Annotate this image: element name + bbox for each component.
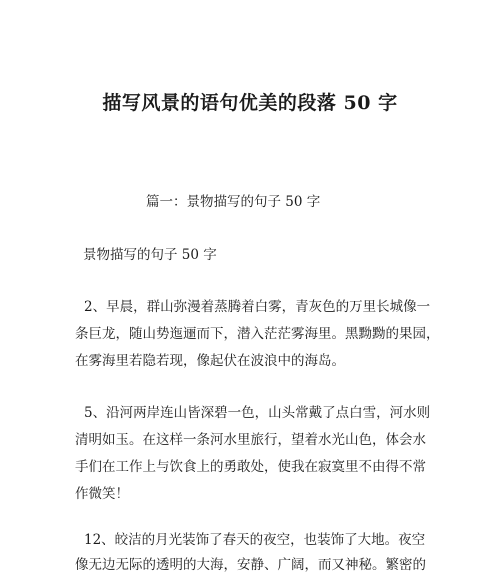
- paragraph-line: 2、早晨，群山弥漫着蒸腾着白雾，青灰色的万里长城像一: [84, 299, 431, 315]
- paragraph-line: 条巨龙，随山势迤逦而下，潜入茫茫雾海里。黑黝黝的果园，: [75, 326, 440, 342]
- paragraph-line: 清明如玉。在这样一条河水里旅行，望着水光山色，体会水: [75, 432, 426, 448]
- paragraph-line: 12、皎洁的月光装饰了春天的夜空，也装饰了大地。夜空: [84, 532, 426, 548]
- paragraph-line: 作微笑！: [75, 486, 129, 502]
- paragraph-line: 5、沿河两岸连山皆深碧一色，山头常戴了点白雪，河水则: [84, 405, 431, 421]
- paragraph-line: 手们在工作上与饮食上的勇敢处，使我在寂寞里不由得不常: [75, 459, 426, 475]
- paragraph-line: 在雾海里若隐若现，像起伏在波浪中的海岛。: [75, 353, 345, 369]
- paragraph-line: 像无边无际的透明的大海，安静、广阔，而又神秘。繁密的: [75, 557, 426, 573]
- section-heading: 景物描写的句子 50 字: [83, 247, 217, 263]
- document-title: 描写风景的语句优美的段落 50 字: [102, 92, 398, 114]
- document-subtitle: 篇一：景物描写的句子 50 字: [146, 194, 321, 210]
